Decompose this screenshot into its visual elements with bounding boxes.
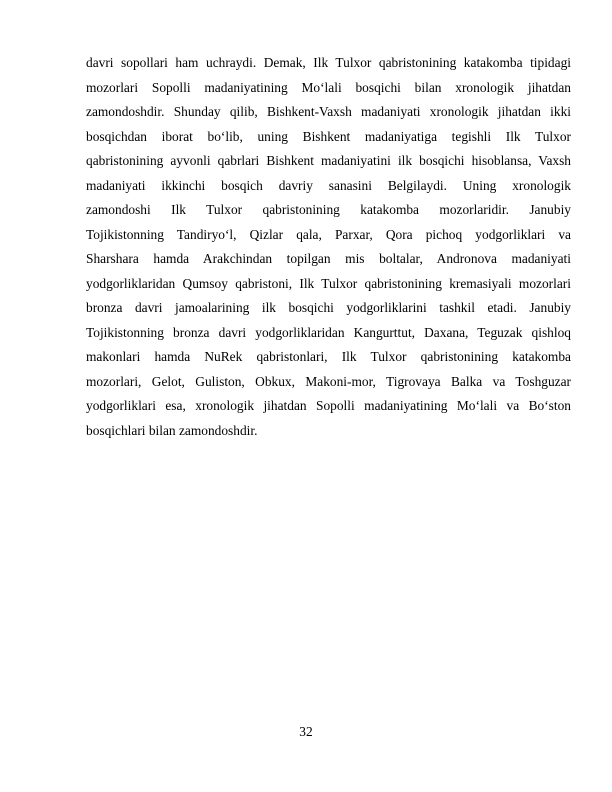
page-number: 32 (299, 724, 313, 739)
paragraph-line: Sharshara hamda Arakchindan topilgan mis boltalar, Andronova madaniyati (86, 251, 571, 266)
body-paragraph (86, 51, 571, 443)
paragraph-line: bronza davri jamoalarining ilk bosqichi yodgorliklarini tashkil etadi. Janubiy (86, 300, 571, 315)
paragraph-line: bosqichdan iborat bo‘lib, uning Bishkent madaniyatiga tegishli Ilk Tulxor (86, 128, 571, 144)
paragraph-line: Tojikistonning Tandiryo‘l, Qizlar qala, Parxar, Qora pichoq yodgorliklari va (86, 226, 571, 242)
paragraph-line: Tojikistonning bronza davri yodgorliklaridan Kangurttut, Daxana, Teguzak qishloq (86, 324, 571, 340)
paragraph-line: zamondoshdir. Shunday qilib, Bishkent-Vaxsh madaniyati xronologik jihatdan ikki (86, 104, 571, 119)
paragraph-line: yodgorliklaridan Qumsoy qabristoni, Ilk Tulxor qabristonining kremasiyali mozorlari (86, 275, 571, 291)
paragraph-line: makonlari hamda NuRek qabristonlari, Ilk Tulxor qabristonining katakomba (86, 349, 571, 364)
paragraph-line: bosqichlari bilan zamondoshdir. (86, 422, 258, 438)
paragraph-line: davri sopollari ham uchraydi. Demak, Ilk Tulxor qabristonining katakomba tipidagi (86, 55, 571, 70)
paragraph-line: mozorlari, Gelot, Guliston, Obkux, Makoni-mor, Tigrovaya Balka va Toshguzar (86, 373, 571, 389)
paragraph-line: madaniyati ikkinchi bosqich davriy sanasini Belgilaydi. Uning xronologik (86, 177, 571, 193)
paragraph-line: qabristonining ayvonli qabrlari Bishkent madaniyatini ilk bosqichi hisoblansa, Vaxsh (86, 153, 571, 168)
paragraph-line: yodgorliklari esa, xronologik jihatdan Sopolli madaniyatining Mo‘lali va Bo‘ston (86, 398, 571, 413)
paragraph-line: zamondoshi Ilk Tulxor qabristonining katakomba mozorlaridir. Janubiy (86, 202, 571, 217)
paragraph-line: mozorlari Sopolli madaniyatining Mo‘lali bosqichi bilan xronologik jihatdan (86, 79, 571, 95)
